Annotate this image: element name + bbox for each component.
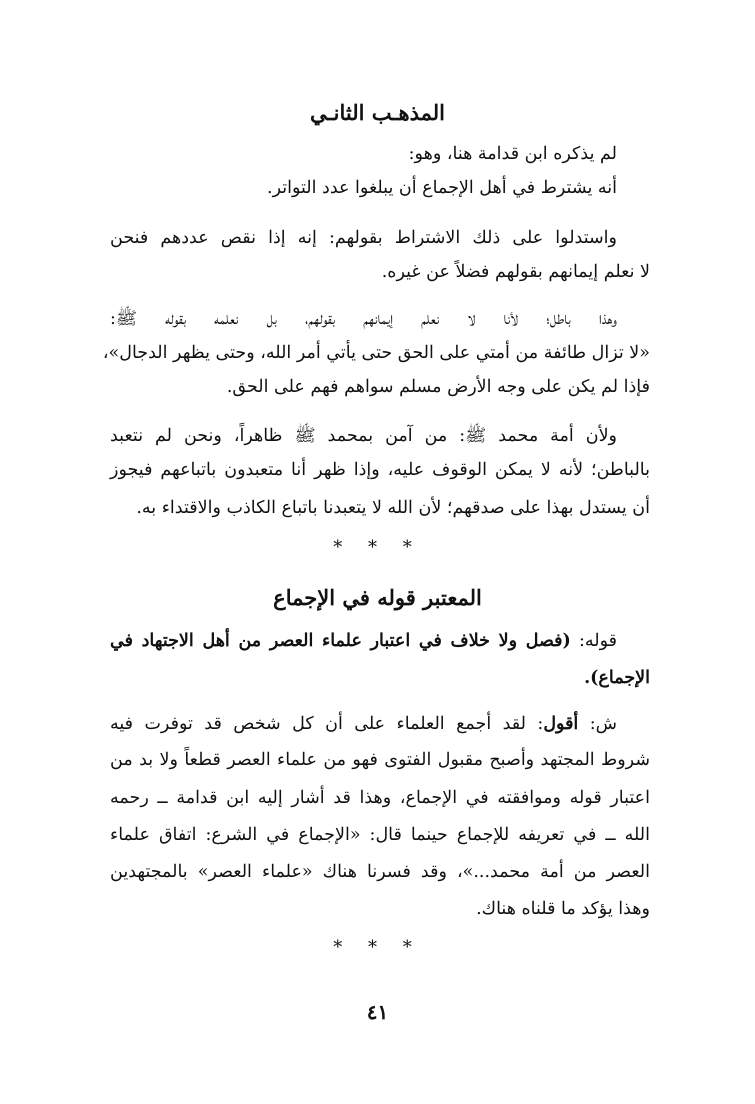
commentary-prefix: ش: <box>578 714 617 734</box>
section-heading-considered-opinion: المعتبر قوله في الإجماع <box>273 585 482 610</box>
hadith-quote-line: «لا تزال طائفة من أمتي على الحق حتى يأتي أمر الله، وحتى يظهر الدجال»، <box>102 343 650 363</box>
commentary-line: وهذا يؤكد ما قلناه هناك. <box>476 899 650 919</box>
commentary-line: شروط المجتهد وأصبح مقبول الفتوى فهو من علماء العصر قطعاً ولا بد من <box>110 750 650 770</box>
commentary-text: : لقد أجمع العلماء على أن كل شخص قد توفرت فيه <box>110 714 544 734</box>
section-separator: * * * <box>333 937 422 958</box>
paragraph-line: أنه يشترط في أهل الإجماع أن يبلغوا عدد التواتر. <box>267 178 617 198</box>
paragraph-line: وهذا باطل؛ لأنا لا نعلم إيمانهم بقولهم، بل نعلمه بقوله ﷺ: <box>110 309 617 329</box>
commentary-line: الله ــ في تعريفه للإجماع حينما قال: «الإجماع في الشرع: اتفاق علماء <box>110 825 650 845</box>
section-heading-second-opinion: المذهـب الثانـي <box>309 100 446 125</box>
commentary-line: العصر من أمة محمد...»، وقد فسرنا هناك «علماء العصر» بالمجتهدين <box>110 862 650 882</box>
commentary-line <box>110 708 617 740</box>
quoted-text-line <box>110 625 617 657</box>
quoted-text: (فصل ولا خلاف في اعتبار علماء العصر من أهل الاجتهاد في <box>110 631 571 651</box>
paragraph-line: لا نعلم إيمانهم بقولهم فضلاً عن غيره. <box>381 262 650 282</box>
quoted-text-line: الإجماع). <box>584 668 650 688</box>
paragraph-line: فإذا لم يكن على وجه الأرض مسلم سواهم فهم على الحق. <box>226 377 650 397</box>
paragraph-line: بالباطن؛ لأنه لا يمكن الوقوف عليه، وإذا ظهر أنا متعبدون باتباعهم فيجوز <box>110 460 650 480</box>
section-separator: * * * <box>333 537 422 558</box>
commentary-label: أقول <box>543 714 579 734</box>
paragraph-line: واستدلوا على ذلك الاشتراط بقولهم: إنه إذا نقص عددهم فنحن <box>110 228 617 248</box>
paragraph-line: ولأن أمة محمد ﷺ: من آمن بمحمد ﷺ ظاهراً، ونحن لم نتعبد <box>110 426 617 446</box>
paragraph-line: أن يستدل بهذا على صدقهم؛ لأن الله لا يتعبدنا باتباع الكاذب والاقتداء به. <box>136 498 650 518</box>
quote-prefix: قوله: <box>570 631 617 651</box>
page-number: ٤١ <box>366 1000 389 1024</box>
paragraph-line: لم يذكره ابن قدامة هنا، وهو: <box>408 144 617 164</box>
commentary-line: اعتبار قوله وموافقته في الإجماع، وهذا قد أشار إليه ابن قدامة ــ رحمه <box>110 788 650 808</box>
